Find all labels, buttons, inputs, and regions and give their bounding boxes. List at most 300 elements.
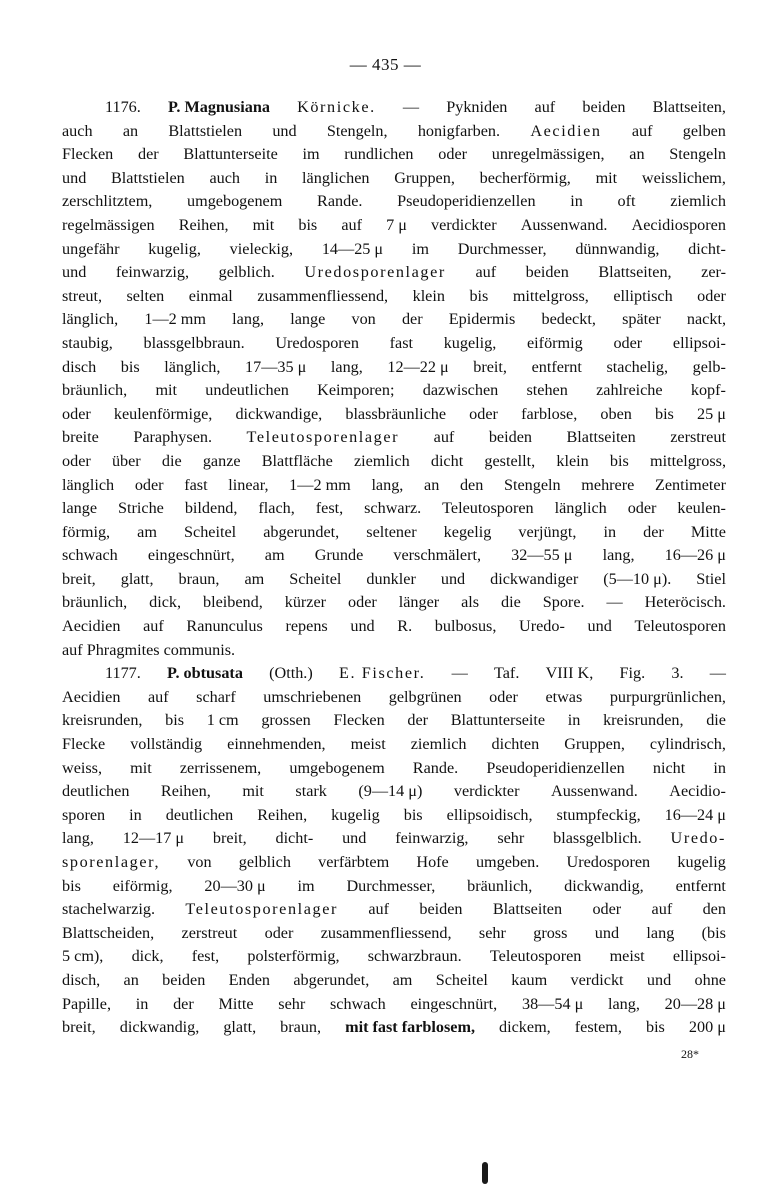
word: und — [350, 617, 375, 636]
word: kreisrunden, — [62, 711, 143, 730]
word: (5—10 μ). — [603, 569, 672, 588]
word: Teleutosporenlager — [185, 900, 338, 919]
word: etwas — [545, 687, 583, 706]
word: eingeschnürt, — [147, 546, 235, 565]
word: Fig. — [619, 664, 646, 683]
word: Paraphysen. — [133, 428, 213, 447]
word: auch — [62, 121, 93, 140]
word: Aecidien — [62, 617, 121, 636]
word: auch — [209, 168, 241, 187]
word: 7 μ — [386, 215, 407, 234]
word: oder — [348, 593, 377, 612]
word: 1176. — [105, 98, 141, 116]
word: dick, — [131, 947, 164, 966]
word: Blattunterseite — [450, 711, 546, 730]
word: mit — [130, 758, 152, 777]
word: bräunlich, — [62, 593, 128, 612]
word: braun, — [178, 569, 220, 588]
word: oder — [613, 333, 643, 352]
word: schwarz. — [364, 499, 422, 518]
word: Uredo- — [670, 829, 726, 848]
word: am — [137, 522, 157, 541]
text-line — [62, 285, 726, 309]
word: Teleutosporen — [442, 499, 534, 518]
text-line — [62, 261, 726, 285]
word: zusammenfliessend, — [257, 286, 389, 305]
word: in — [603, 522, 617, 541]
word: die — [161, 451, 182, 470]
word: Scheitel — [435, 970, 488, 989]
text-line — [62, 167, 726, 191]
word: Ranunculus — [186, 617, 263, 636]
word: Uredosporen — [275, 333, 359, 352]
word: oder — [627, 499, 657, 518]
word: polsterförmig, — [247, 947, 340, 966]
word: Blattstielen — [111, 168, 185, 187]
word: feinwarzig, — [395, 829, 469, 848]
word: oder — [62, 404, 91, 423]
word: klein — [412, 286, 445, 305]
word: dünnwandig, — [575, 239, 660, 258]
word: 25 μ — [697, 404, 726, 423]
word: regelmässigen — [62, 215, 155, 234]
word: ellipsoi- — [672, 333, 726, 352]
ink-blot — [482, 1162, 488, 1184]
word: dickwandig, — [119, 1018, 200, 1037]
word: später — [622, 310, 661, 329]
word: Gruppen, — [564, 735, 625, 754]
word: — — [709, 664, 726, 683]
word: mit — [155, 381, 178, 400]
word: becherförmig, — [479, 168, 571, 187]
word: Uredosporen — [566, 853, 651, 871]
word: honigfarben. — [417, 121, 501, 140]
word: bis — [62, 876, 81, 895]
word: (9—14 μ) — [358, 782, 423, 801]
word: ziemlich — [353, 451, 410, 470]
word: zahlreiche — [596, 381, 663, 400]
word: deutlichen — [62, 782, 130, 801]
word: Körnicke. — [297, 98, 376, 116]
text-line — [62, 96, 726, 120]
word: zerstreut — [670, 428, 726, 447]
word: blassbräunliche — [345, 404, 447, 423]
word: weiss, — [62, 758, 103, 777]
word: an — [123, 970, 139, 989]
word: kugelig — [677, 853, 726, 871]
word: Taf. — [493, 664, 520, 683]
word: eingeschnürt, — [410, 994, 498, 1013]
word: mittelgross, — [512, 286, 589, 305]
word: nackt, — [686, 310, 726, 329]
word: von — [351, 310, 376, 329]
word: umgeben. — [475, 853, 540, 871]
word: am — [392, 970, 413, 989]
word: 38—54 μ — [521, 994, 584, 1013]
word: stehen — [526, 381, 568, 400]
word: kreisrunden, — [603, 711, 684, 730]
word: verschmälert, — [393, 546, 482, 565]
word: Blattseiten, — [652, 98, 726, 116]
word: oder — [697, 286, 726, 305]
word: Scheitel — [184, 522, 237, 541]
word: Pseudoperidienzellen — [397, 192, 536, 211]
word: auf — [368, 900, 390, 919]
word: stumpfeckig, — [556, 805, 641, 824]
word: bis — [654, 404, 674, 423]
word: auf — [433, 428, 455, 447]
word: glatt, — [120, 569, 154, 588]
word: oder — [264, 923, 294, 942]
word: bis — [609, 451, 629, 470]
word: förmig, — [62, 522, 111, 541]
text-line — [62, 662, 726, 686]
word: zerrissenem, — [179, 758, 262, 777]
word: beiden — [525, 263, 569, 282]
word: mit — [595, 168, 618, 187]
word: mit — [252, 215, 275, 234]
word: lange — [62, 499, 98, 518]
word: zer- — [701, 263, 726, 282]
word: zusammenfliessend, — [320, 923, 452, 942]
word: Blattseiten — [566, 428, 636, 447]
text-line — [62, 1016, 726, 1040]
word: Teleutosporenlager — [246, 428, 400, 447]
word: fest, — [191, 947, 220, 966]
word: 200 μ — [688, 1018, 726, 1037]
word: in — [135, 994, 149, 1013]
word: Spore. — [542, 593, 585, 612]
word: länger — [398, 593, 440, 612]
text-line — [62, 544, 726, 568]
word: sehr — [278, 994, 306, 1013]
word: klein — [556, 451, 589, 470]
word: keulen- — [677, 499, 726, 518]
word: deutlichen — [165, 805, 234, 824]
printer-signature: 28* — [681, 1047, 699, 1061]
word: fast — [389, 333, 414, 352]
word: E. Fischer. — [338, 664, 426, 683]
text-line — [62, 639, 726, 663]
word: oder — [489, 687, 518, 706]
word: weisslichem, — [641, 168, 726, 187]
word: eiförmig — [527, 333, 583, 352]
text-line — [62, 143, 726, 167]
word: vieleckig, — [229, 239, 294, 258]
word: den — [702, 900, 726, 919]
text-line — [62, 356, 726, 380]
word: und — [342, 829, 367, 848]
word: oben — [600, 404, 632, 423]
text-line — [62, 898, 726, 922]
word: 1—2 mm — [144, 310, 206, 329]
word: in — [129, 805, 142, 824]
word: verdickter — [453, 782, 520, 801]
word: ungefähr — [62, 239, 120, 258]
word: der — [137, 145, 159, 164]
text-line — [62, 214, 726, 238]
word: und — [62, 168, 87, 187]
word: lang, — [371, 475, 404, 494]
word: fast — [184, 475, 208, 494]
word: abgerundet, — [263, 522, 340, 541]
word: verjüngt, — [518, 522, 577, 541]
word: verdickter — [430, 215, 497, 234]
word: flach, — [258, 499, 295, 518]
word: beiden — [582, 98, 626, 116]
word: dickwandig, — [564, 876, 644, 895]
text-line — [62, 686, 726, 710]
word: kugelig — [331, 805, 380, 824]
word: Durchmesser, — [346, 876, 436, 895]
word: grossen — [261, 711, 311, 730]
word: Blattunterseite — [183, 145, 278, 164]
word: 16—26 μ — [664, 546, 726, 565]
word: bis — [165, 711, 185, 730]
word: dichten — [491, 735, 540, 754]
word: am — [264, 546, 285, 565]
word: den — [459, 475, 484, 494]
word: oder — [438, 145, 468, 164]
word: breit, — [62, 1018, 96, 1037]
word: auf — [341, 215, 362, 234]
word: in — [567, 711, 581, 730]
word: stachelwarzig. — [62, 900, 156, 919]
word: Aecidien — [530, 121, 602, 140]
word: oder — [134, 475, 164, 494]
word: dicht- — [275, 829, 314, 848]
word: Pseudoperidienzellen — [486, 758, 625, 777]
word: Rande. — [317, 192, 363, 211]
word: lang, — [62, 829, 94, 848]
word: die — [501, 593, 521, 612]
word: im — [411, 239, 429, 258]
word: nicht — [652, 758, 686, 777]
word: länglich — [62, 475, 115, 494]
text-line — [62, 804, 726, 828]
word: 5 cm), — [62, 947, 104, 966]
word: gelbgrünen — [388, 687, 462, 706]
word: lange — [290, 310, 326, 329]
word: auf — [147, 687, 169, 706]
word: ziemlich — [670, 192, 726, 211]
word: dick, — [149, 593, 182, 612]
word: breite — [62, 428, 99, 447]
word: disch, — [62, 970, 101, 989]
word: im — [297, 876, 315, 895]
word: länglich, — [62, 310, 119, 329]
text-line — [62, 851, 726, 875]
word: an — [122, 121, 139, 140]
word: kugelig, — [148, 239, 201, 258]
word: Epidermis — [448, 310, 516, 329]
word: repens — [285, 617, 328, 636]
text-line — [62, 120, 726, 144]
word: Pykniden — [446, 98, 508, 116]
text-line — [62, 993, 726, 1017]
word: bulbosus, — [434, 617, 497, 636]
word: stark — [295, 782, 327, 801]
text-line — [62, 379, 726, 403]
word: dicht — [430, 451, 464, 470]
word: von — [187, 853, 212, 871]
word: an — [424, 475, 440, 494]
word: Aussenwand. — [520, 215, 608, 234]
word: bedeckt, — [541, 310, 596, 329]
word: und — [594, 923, 620, 942]
word: oder — [62, 451, 91, 470]
word: Blattscheiden, — [62, 923, 155, 942]
word: R. — [397, 617, 413, 636]
word: meist — [609, 947, 645, 966]
word: mit — [242, 782, 264, 801]
word: Blattstielen — [168, 121, 243, 140]
text-line — [62, 615, 726, 639]
word: bräunlich, — [467, 876, 533, 895]
word: kopf- — [690, 381, 726, 400]
word: auf — [534, 98, 556, 116]
word: Blattseiten — [492, 900, 563, 919]
word: Hofe — [416, 853, 449, 871]
text-line — [62, 521, 726, 545]
word: braun, — [280, 1018, 322, 1037]
word: länglichen — [302, 168, 370, 187]
word: zerschlitztem, — [62, 192, 153, 211]
word: Grunde — [314, 546, 364, 565]
word: selten — [126, 286, 165, 305]
word: einnehmenden, — [227, 735, 326, 754]
word: Stiel — [696, 569, 726, 588]
word: Keimporen; — [317, 381, 395, 400]
word: schwarzbraun. — [367, 947, 462, 966]
word: Zentimeter — [654, 475, 726, 494]
word: mehrere — [581, 475, 635, 494]
text-line — [62, 591, 726, 615]
word: auf — [143, 617, 164, 636]
word: gelben — [682, 121, 726, 140]
word: Flecke — [62, 735, 106, 754]
word: Uredosporenlager — [304, 263, 446, 282]
word: ellipsoidisch, — [446, 805, 533, 824]
word: lang, — [608, 994, 640, 1013]
word: mittelgross, — [650, 451, 726, 470]
word: verfärbtem — [318, 853, 390, 871]
word: Teleutosporen — [634, 617, 726, 636]
word: und — [646, 970, 672, 989]
word: Scheitel — [289, 569, 342, 588]
word: Mitte — [218, 994, 254, 1013]
word: gestellt, — [484, 451, 536, 470]
word: entfernt — [531, 357, 582, 376]
word: der — [643, 522, 664, 541]
word: in — [713, 758, 726, 777]
word: streut, — [62, 286, 103, 305]
word: kürzer — [284, 593, 327, 612]
word: Heteröcisch. — [644, 593, 726, 612]
word: 1—2 mm — [289, 475, 351, 494]
word: am — [244, 569, 265, 588]
word: Aussenwand. — [551, 782, 638, 801]
text-line — [62, 945, 726, 969]
word: 20—28 μ — [664, 994, 726, 1013]
text-line — [62, 733, 726, 757]
word: bis — [469, 286, 489, 305]
word: festem, — [574, 1018, 622, 1037]
word: in — [264, 168, 278, 187]
word: Blattfläche — [261, 451, 333, 470]
word: Uredo- — [519, 617, 565, 636]
word: — — [451, 664, 468, 683]
word: sporenlager, — [62, 853, 161, 871]
text-line — [62, 426, 726, 450]
word: Papille, — [62, 994, 112, 1013]
word: sehr — [478, 923, 506, 942]
word: über — [111, 451, 141, 470]
word: 12—17 μ — [122, 829, 185, 848]
word: dickwandige, — [235, 404, 323, 423]
page-number: — 435 — — [349, 55, 422, 74]
text-line — [62, 568, 726, 592]
word: bis — [298, 215, 318, 234]
text-line — [62, 403, 726, 427]
word: glatt, — [223, 1018, 257, 1037]
word: auf — [651, 900, 673, 919]
word: 14—25 μ — [321, 239, 384, 258]
text-line — [62, 332, 726, 356]
word: eiförmig, — [112, 876, 173, 895]
word: purpurgrünlichen, — [609, 687, 726, 706]
text-line — [62, 709, 726, 733]
word: Teleutosporen — [489, 947, 582, 966]
word: umgebogenem — [187, 192, 283, 211]
word: — — [402, 98, 420, 116]
word: bildend, — [184, 499, 238, 518]
word: Striche — [118, 499, 164, 518]
word: an — [629, 145, 645, 164]
word: 17—35 μ — [245, 357, 307, 376]
word: staubig, — [62, 333, 113, 352]
word: entfernt — [675, 876, 726, 895]
word: dicht- — [688, 239, 726, 258]
word: VIII K, — [545, 664, 594, 683]
word: und — [587, 617, 612, 636]
word: einmal — [188, 286, 233, 305]
word: disch — [62, 357, 97, 376]
word: im — [302, 145, 320, 164]
word: dazwischen — [422, 381, 499, 400]
word: gelblich. — [218, 263, 275, 282]
word: auf — [475, 263, 497, 282]
word: beiden — [488, 428, 532, 447]
word: ziemlich — [410, 735, 467, 754]
word: 32—55 μ — [511, 546, 573, 565]
word: lang, — [602, 546, 635, 565]
word: lang, — [330, 357, 363, 376]
word: beiden — [162, 970, 206, 989]
word: kaum — [511, 970, 548, 989]
word: unregelmässigen, — [491, 145, 605, 164]
word: 20—30 μ — [204, 876, 266, 895]
word: dunkler — [366, 569, 416, 588]
word: breit, — [473, 357, 507, 376]
word: zerstreut — [181, 923, 238, 942]
word: scharf — [196, 687, 236, 706]
word: kugelig, — [443, 333, 497, 352]
word: der — [401, 310, 423, 329]
word: oder — [469, 404, 498, 423]
word: gelblich — [238, 853, 291, 871]
word: bis — [120, 357, 140, 376]
